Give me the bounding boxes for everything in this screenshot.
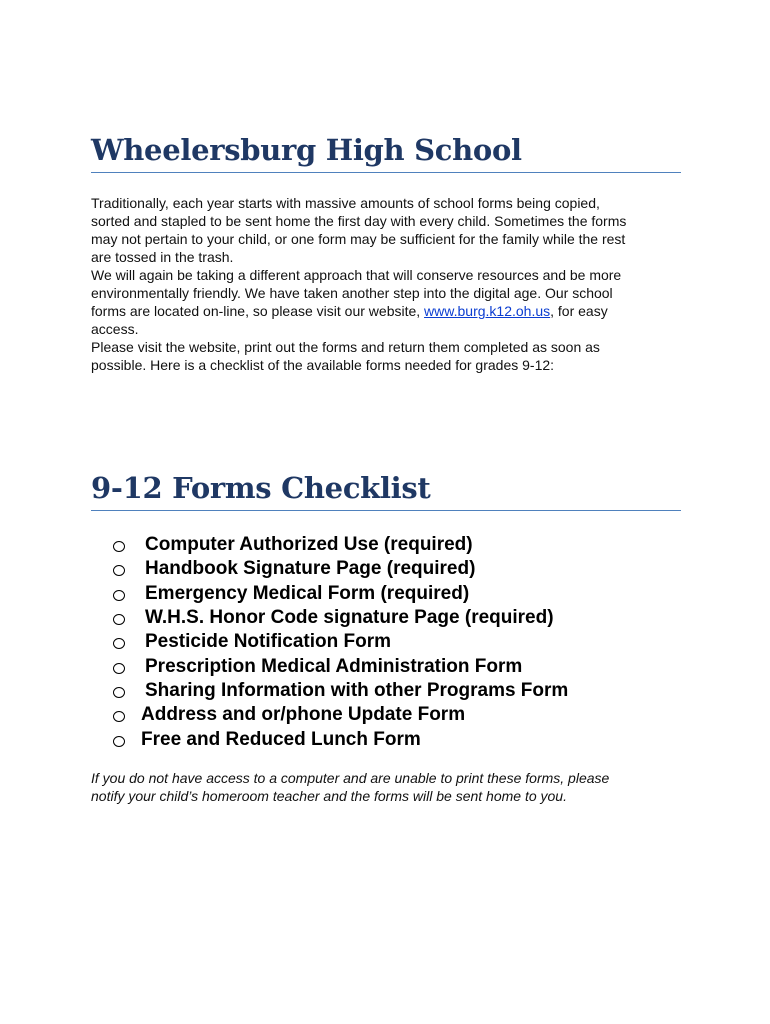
footer-note-line: notify your child’s homeroom teacher and the forms will be sent home to you. bbox=[91, 788, 567, 804]
circle-bullet-icon bbox=[113, 565, 125, 576]
checklist-item bbox=[113, 533, 568, 557]
checklist-item bbox=[113, 606, 568, 630]
circle-bullet-icon bbox=[113, 590, 125, 601]
checklist-item-label: Emergency Medical Form (required) bbox=[145, 582, 470, 604]
checklist-item-label: Address and or/phone Update Form bbox=[141, 704, 466, 726]
footer-note bbox=[91, 769, 691, 805]
checklist-item-label: W.H.S. Honor Code signature Page (required) bbox=[145, 607, 554, 629]
intro-line: We will again be taking a different approach that will conserve resources and be more bbox=[91, 267, 622, 283]
circle-bullet-icon bbox=[113, 638, 125, 649]
checklist-item-label: Handbook Signature Page (required) bbox=[145, 558, 476, 580]
checklist-item bbox=[113, 630, 568, 654]
intro-paragraph bbox=[91, 194, 681, 374]
checklist-item bbox=[113, 557, 568, 581]
checklist-item-label: Free and Reduced Lunch Form bbox=[141, 728, 421, 750]
intro-line: sorted and stapled to be sent home the first day with every child. Sometimes the forms bbox=[91, 213, 627, 229]
circle-bullet-icon bbox=[113, 541, 125, 552]
forms-checklist bbox=[113, 533, 568, 752]
intro-line: are tossed in the trash. bbox=[91, 249, 234, 265]
checklist-item bbox=[113, 582, 568, 606]
checklist-item bbox=[113, 703, 568, 727]
website-line-before: forms are located on-line, so please visit our website, bbox=[91, 303, 425, 319]
intro-line: Traditionally, each year starts with massive amounts of school forms being copied, bbox=[91, 195, 600, 211]
intro-line: possible. Here is a checklist of the available forms needed for grades 9-12: bbox=[91, 357, 555, 373]
checklist-item bbox=[113, 654, 568, 678]
circle-bullet-icon bbox=[113, 711, 125, 722]
footer-note-line: If you do not have access to a computer and are unable to print these forms, please bbox=[91, 770, 610, 786]
circle-bullet-icon bbox=[113, 687, 125, 698]
website-line bbox=[91, 302, 681, 320]
intro-line: may not pertain to your child, or one form may be sufficient for the family while the rest bbox=[91, 231, 626, 247]
intro-line: access. bbox=[91, 321, 139, 337]
checklist-item-label: Sharing Information with other Programs Form bbox=[145, 679, 569, 701]
intro-line: Please visit the website, print out the forms and return them completed as soon as bbox=[91, 339, 600, 355]
intro-line: environmentally friendly. We have taken another step into the digital age. Our school bbox=[91, 285, 613, 301]
website-line-after: , for easy bbox=[550, 303, 608, 319]
page-title: Wheelersburg High School bbox=[91, 130, 681, 173]
checklist-item-label: Computer Authorized Use (required) bbox=[145, 534, 473, 556]
circle-bullet-icon bbox=[113, 663, 125, 674]
checklist-item bbox=[113, 679, 568, 703]
checklist-item-label: Pesticide Notification Form bbox=[145, 631, 391, 653]
checklist-item bbox=[113, 727, 568, 751]
checklist-item-label: Prescription Medical Administration Form bbox=[145, 655, 523, 677]
school-website-link[interactable]: www.burg.k12.oh.us bbox=[424, 303, 551, 319]
circle-bullet-icon bbox=[113, 736, 125, 747]
circle-bullet-icon bbox=[113, 614, 125, 625]
checklist-heading: 9-12 Forms Checklist bbox=[91, 468, 681, 511]
